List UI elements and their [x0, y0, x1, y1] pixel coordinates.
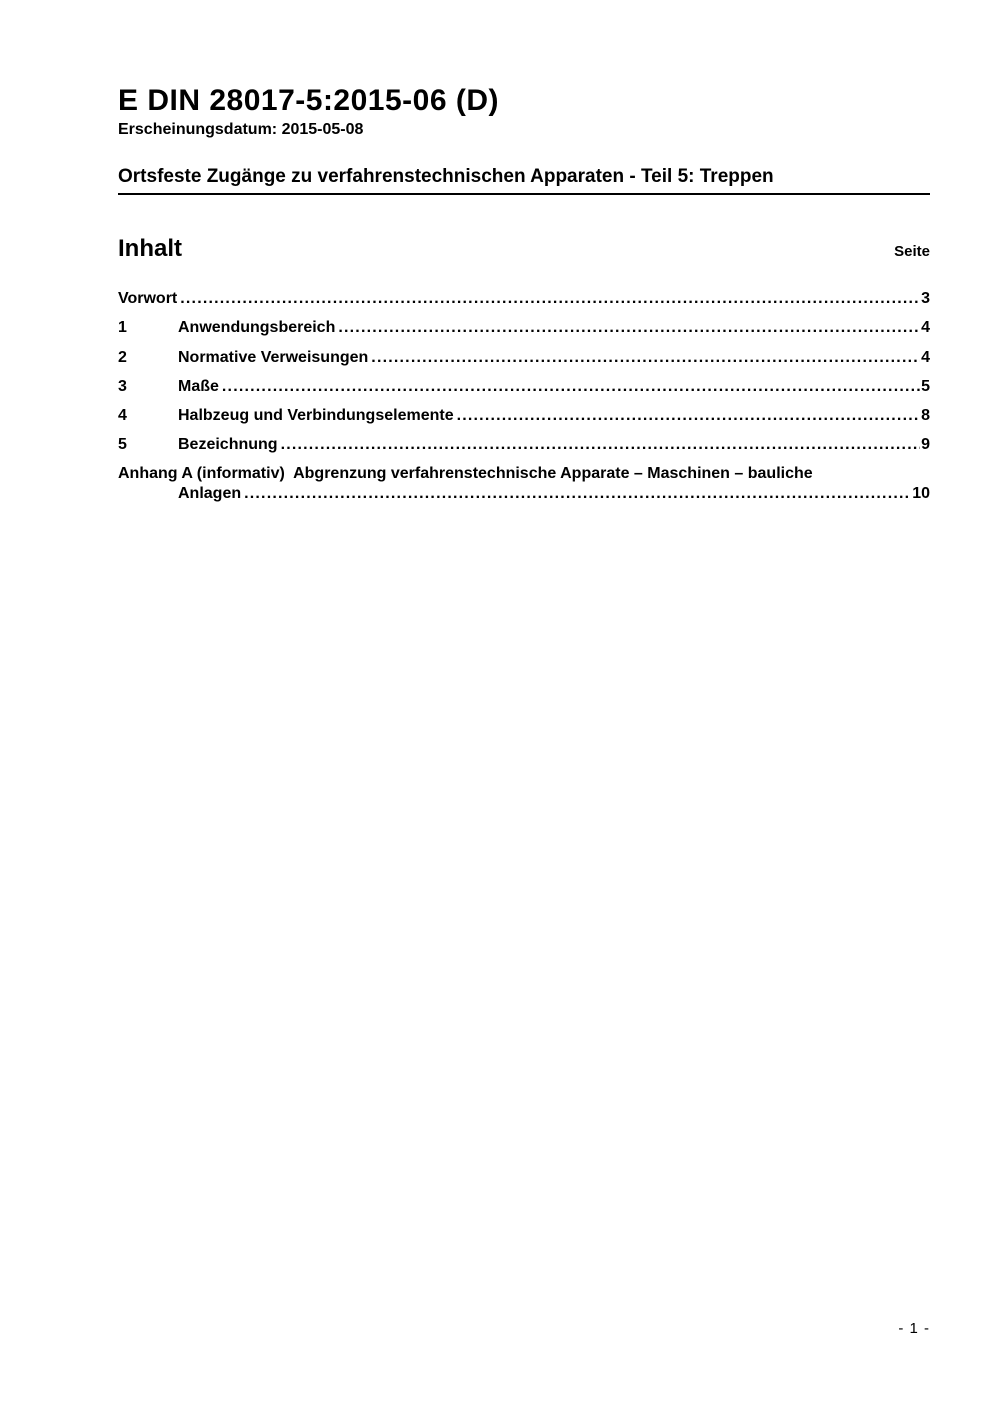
- toc-entry-title: Anwendungsbereich: [178, 319, 336, 337]
- dot-leader: [457, 406, 921, 425]
- toc-entry: [118, 377, 930, 396]
- toc-entry: [118, 464, 930, 504]
- document-title: E DIN 28017-5:2015-06 (D): [118, 84, 500, 117]
- toc-entry-title: Bezeichnung: [178, 436, 278, 454]
- toc-entry-page: 4: [921, 319, 930, 337]
- toc-entry-number: 5: [118, 436, 127, 454]
- toc-entry-number: 3: [118, 377, 127, 395]
- toc-entry-page: 5: [921, 377, 930, 395]
- dot-leader: [180, 289, 920, 308]
- toc-entry-title-continued: [118, 484, 930, 504]
- toc-entry-page: 9: [921, 436, 930, 454]
- toc-entry-page: 4: [921, 348, 930, 366]
- heading-rule: [118, 193, 930, 195]
- toc-entry-page: 8: [921, 407, 930, 425]
- toc-entry: [118, 406, 930, 425]
- dot-leader: [371, 348, 920, 367]
- toc-entry-title: Anhang A (informativ) Abgrenzung verfahrenstechnische Apparate – Maschinen – bauliche: [118, 465, 813, 483]
- toc-heading: Inhalt: [118, 235, 182, 263]
- toc-entry-title: Normative Verweisungen: [178, 348, 369, 366]
- toc-entry-number: 2: [118, 348, 127, 366]
- page-number: - 1 -: [898, 1320, 930, 1337]
- dot-leader: [244, 484, 911, 504]
- toc-entry-page: 10: [912, 485, 930, 503]
- dot-leader: [281, 435, 921, 454]
- toc-entry: [118, 318, 930, 337]
- toc-entry-title-line2: Anlagen: [178, 485, 242, 503]
- toc-entry-title: Halbzeug und Verbindungselemente: [178, 407, 454, 425]
- toc-entry-page: 3: [921, 290, 930, 308]
- toc-entry-title: Vorwort: [118, 290, 178, 308]
- toc-entry: [118, 348, 930, 367]
- table-of-contents: [118, 289, 930, 504]
- dot-leader: [222, 377, 920, 396]
- dot-leader: [338, 318, 920, 337]
- toc-entry-number: 4: [118, 407, 127, 425]
- toc-entry-number: 1: [118, 319, 127, 337]
- toc-header: [118, 235, 930, 263]
- toc-entry: [118, 289, 930, 308]
- toc-entry: [118, 435, 930, 454]
- toc-page-column-label: Seite: [894, 243, 930, 261]
- toc-entry-title: Maße: [178, 377, 219, 395]
- release-date: Erscheinungsdatum: 2015-05-08: [118, 120, 364, 138]
- content-area: [118, 0, 930, 514]
- document-subject: Ortsfeste Zugänge zu verfahrenstechnischen Apparaten - Teil 5: Treppen: [118, 165, 774, 187]
